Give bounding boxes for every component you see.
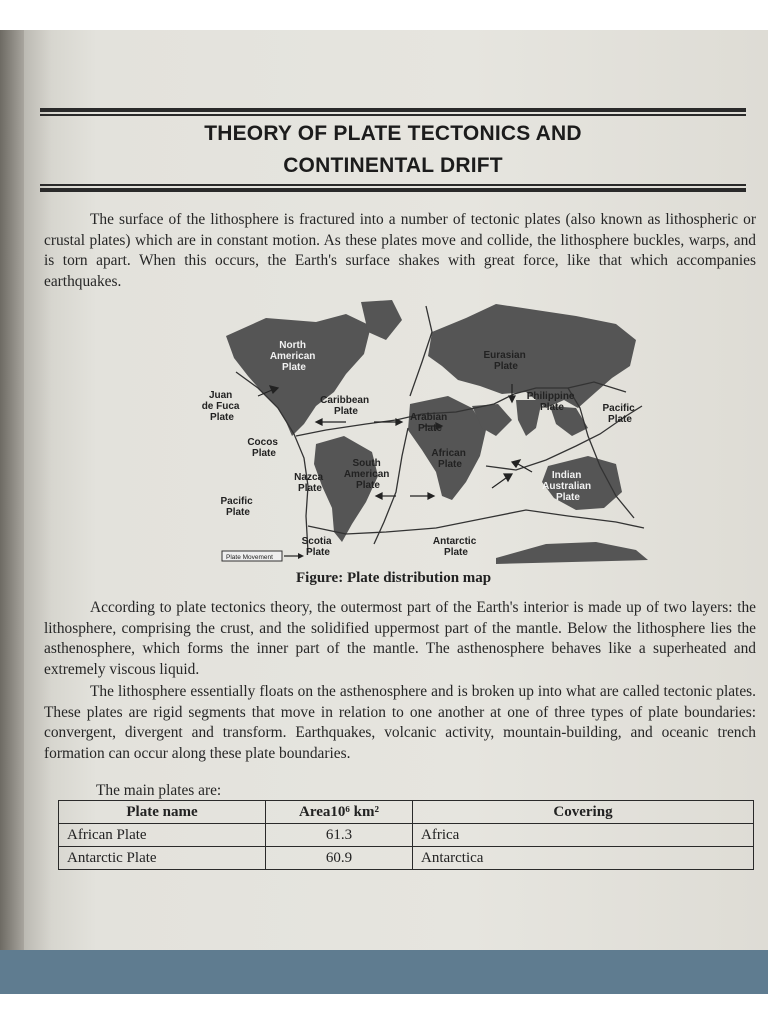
intro-paragraph-block (44, 210, 756, 292)
legend-arrowhead-icon (298, 553, 304, 559)
label-antarctic: Antarctic Plate (432, 536, 477, 558)
table-row (59, 847, 754, 870)
cell-covering: Antarctica (413, 847, 754, 870)
antarctica-land (496, 542, 648, 564)
paragraph-2: According to plate tectonics theory, the outermost part of the Earth's interior is made up of two layers: the lithosphere, comprising the crust, and the solidified uppermost part of the mantle. Below the lithosphere lies the asthenosphere, which forms the inner part of the mantle. The asthenosphere behaves like a superheated and extremely viscous liquid. (44, 599, 756, 678)
cell-covering: Africa (413, 824, 754, 847)
header-area: Area10⁶ km² (266, 801, 413, 824)
label-indian-australian: Indian Australian Plate (542, 470, 592, 503)
table-intro: The main plates are: (96, 782, 222, 799)
label-philippine: Philippine Plate (526, 391, 575, 413)
label-scotia: Scotia Plate (301, 536, 332, 558)
cell-plate-name: Antarctic Plate (59, 847, 266, 870)
book-spine (0, 30, 24, 955)
label-arabian: Arabian Plate (409, 412, 448, 434)
title-rule-top-thin (40, 114, 746, 116)
label-nazca: Nazca Plate (294, 472, 324, 494)
label-juan-de-fuca: Juan de Fuca Plate (201, 390, 240, 423)
paragraph-1: The surface of the lithosphere is fractured into a number of tectonic plates (also known as lithospheric or crustal plates) which are in constant motion. As these plates move and collide, the lithosphere buckles, warps, and is torn apart. When this occurs, the Earth's surface shakes with great force, like that which accompanies earthquakes. (44, 211, 756, 290)
label-pacific-left: Pacific Plate (220, 496, 253, 518)
page-title (40, 118, 746, 182)
plates-table (58, 800, 754, 870)
title-line-2: CONTINENTAL DRIFT (283, 154, 503, 177)
paragraph-3: The lithosphere essentially floats on the asthenosphere and is broken up into what are called tectonic plates. These plates are rigid segments that move in relation to one another at one of three types of plate boundaries: convergent, divergent and transform. Earthquakes, volcanic activity, mountain-building, and oceanic trench formation can occur along these plate boundaries. (44, 683, 756, 762)
title-rule-bottom (40, 188, 746, 192)
title-line-1: THEORY OF PLATE TECTONICS AND (204, 122, 582, 145)
figure-caption: Figure: Plate distribution map (296, 570, 492, 586)
label-caribbean: Caribbean Plate (320, 395, 370, 417)
title-rule-bottom-thin (40, 184, 746, 186)
background-bottom (0, 994, 768, 1024)
cell-plate-name: African Plate (59, 824, 266, 847)
plate-distribution-map (196, 296, 656, 568)
label-african: African Plate (431, 448, 466, 470)
north-america-land (226, 314, 371, 436)
header-covering: Covering (413, 801, 754, 824)
title-rule-top (40, 108, 746, 112)
background-top (0, 0, 768, 32)
body-paragraph-block (44, 598, 756, 764)
label-pacific-right: Pacific Plate (602, 403, 635, 425)
table-row (59, 824, 754, 847)
cell-area: 61.3 (266, 824, 413, 847)
label-north-american: North American Plate (269, 340, 316, 373)
label-cocos: Cocos Plate (247, 437, 278, 459)
legend-label: Plate Movement (226, 554, 273, 561)
india-land (516, 400, 542, 436)
label-south-american: South American Plate (343, 458, 390, 491)
header-plate-name: Plate name (59, 801, 266, 824)
cell-area: 60.9 (266, 847, 413, 870)
plate-map-svg (196, 296, 656, 568)
label-eurasian: Eurasian Plate (483, 350, 526, 372)
table-header-row (59, 801, 754, 824)
